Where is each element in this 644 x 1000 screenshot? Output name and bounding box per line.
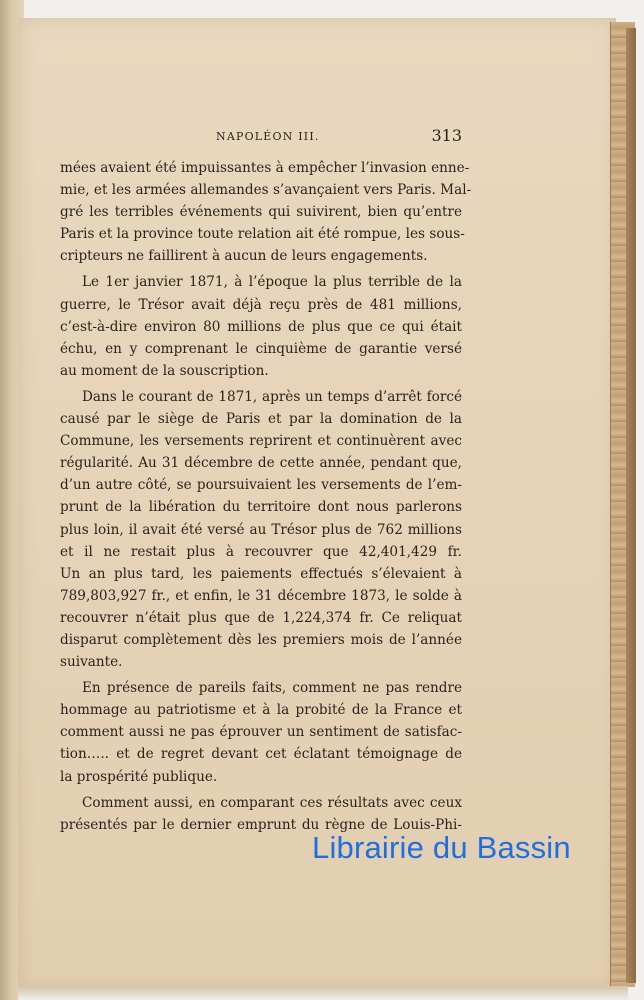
text-line: disparut complètement dès les premiers mois de l’année bbox=[60, 631, 462, 648]
paragraph bbox=[60, 677, 462, 787]
body-text bbox=[60, 157, 472, 840]
text-line: guerre, le Trésor avait déjà reçu près de 481 millions, bbox=[60, 296, 462, 313]
text-line: Un an plus tard, les paiements effectués s’élevaient à bbox=[60, 565, 462, 582]
text-line: Dans le courant de 1871, après un temps d’arrêt forcé bbox=[82, 388, 462, 405]
text-line: mie, et les armées allemandes s’avançaient vers Paris. Mal- bbox=[60, 182, 472, 199]
text-line: et il ne restait plus à recouvrer que 42,401,429 fr. bbox=[60, 543, 462, 560]
text-line: comment aussi ne pas éprouver un sentiment de satisfac- bbox=[60, 724, 462, 741]
text-line: cripteurs ne faillirent à aucun de leurs engagements. bbox=[60, 248, 428, 265]
running-title: NAPOLÉON III. bbox=[216, 130, 320, 143]
text-line: 789,803,927 fr., et enfin, le 31 décembre 1873, le solde à bbox=[60, 587, 462, 604]
text-line: En présence de pareils faits, comment ne pas rendre bbox=[82, 680, 462, 697]
text-line: présentés par le dernier emprunt du règne de Louis-Phi- bbox=[60, 816, 462, 833]
paragraph bbox=[60, 271, 462, 381]
paragraph bbox=[60, 386, 462, 673]
text-line: mées avaient été impuissantes à empêcher l’invasion enne- bbox=[60, 160, 470, 176]
text-line: d’un autre côté, se poursuivaient les versements de l’em- bbox=[60, 477, 462, 494]
text-line: tion….. et de regret devant cet éclatant témoignage de bbox=[60, 746, 462, 763]
text-line: au moment de la souscription. bbox=[60, 362, 269, 379]
text-line: Commune, les versements reprirent et continuèrent avec bbox=[60, 433, 462, 450]
page-bottom-edge bbox=[18, 986, 628, 1000]
running-header bbox=[60, 126, 462, 150]
text-line: Le 1er janvier 1871, à l’époque la plus terrible de la bbox=[82, 274, 462, 291]
paragraph bbox=[60, 157, 472, 267]
watermark-text: Librairie du Bassin bbox=[312, 830, 571, 865]
text-line: Paris et la province toute relation ait été rompue, les sous- bbox=[60, 226, 465, 243]
text-line: régularité. Au 31 décembre de cette année, pendant que, bbox=[60, 455, 462, 472]
text-line: prunt de la libération du territoire dont nous parlerons bbox=[60, 499, 462, 516]
cover-edge bbox=[626, 28, 636, 983]
text-line: plus loin, il avait été versé au Trésor plus de 762 millions bbox=[60, 521, 462, 538]
text-line: causé par le siège de Paris et par la domination de la bbox=[60, 411, 462, 428]
text-line: hommage au patriotisme et à la probité de la France et bbox=[60, 702, 462, 719]
text-line: recouvrer n’était plus que de 1,224,374 fr. Ce reliquat bbox=[60, 609, 462, 626]
text-line: c’est-à-dire environ 80 millions de plus que ce qui était bbox=[60, 318, 462, 335]
text-line: échu, en y comprenant le cinquième de garantie versé bbox=[60, 340, 462, 357]
text-line: gré les terribles événements qui suivirent, bien qu’entre bbox=[60, 204, 462, 221]
text-line: la prospérité publique. bbox=[60, 768, 218, 785]
text-line: Comment aussi, en comparant ces résultats avec ceux bbox=[82, 794, 462, 811]
text-line: suivante. bbox=[60, 654, 123, 671]
page-number: 313 bbox=[431, 126, 462, 145]
